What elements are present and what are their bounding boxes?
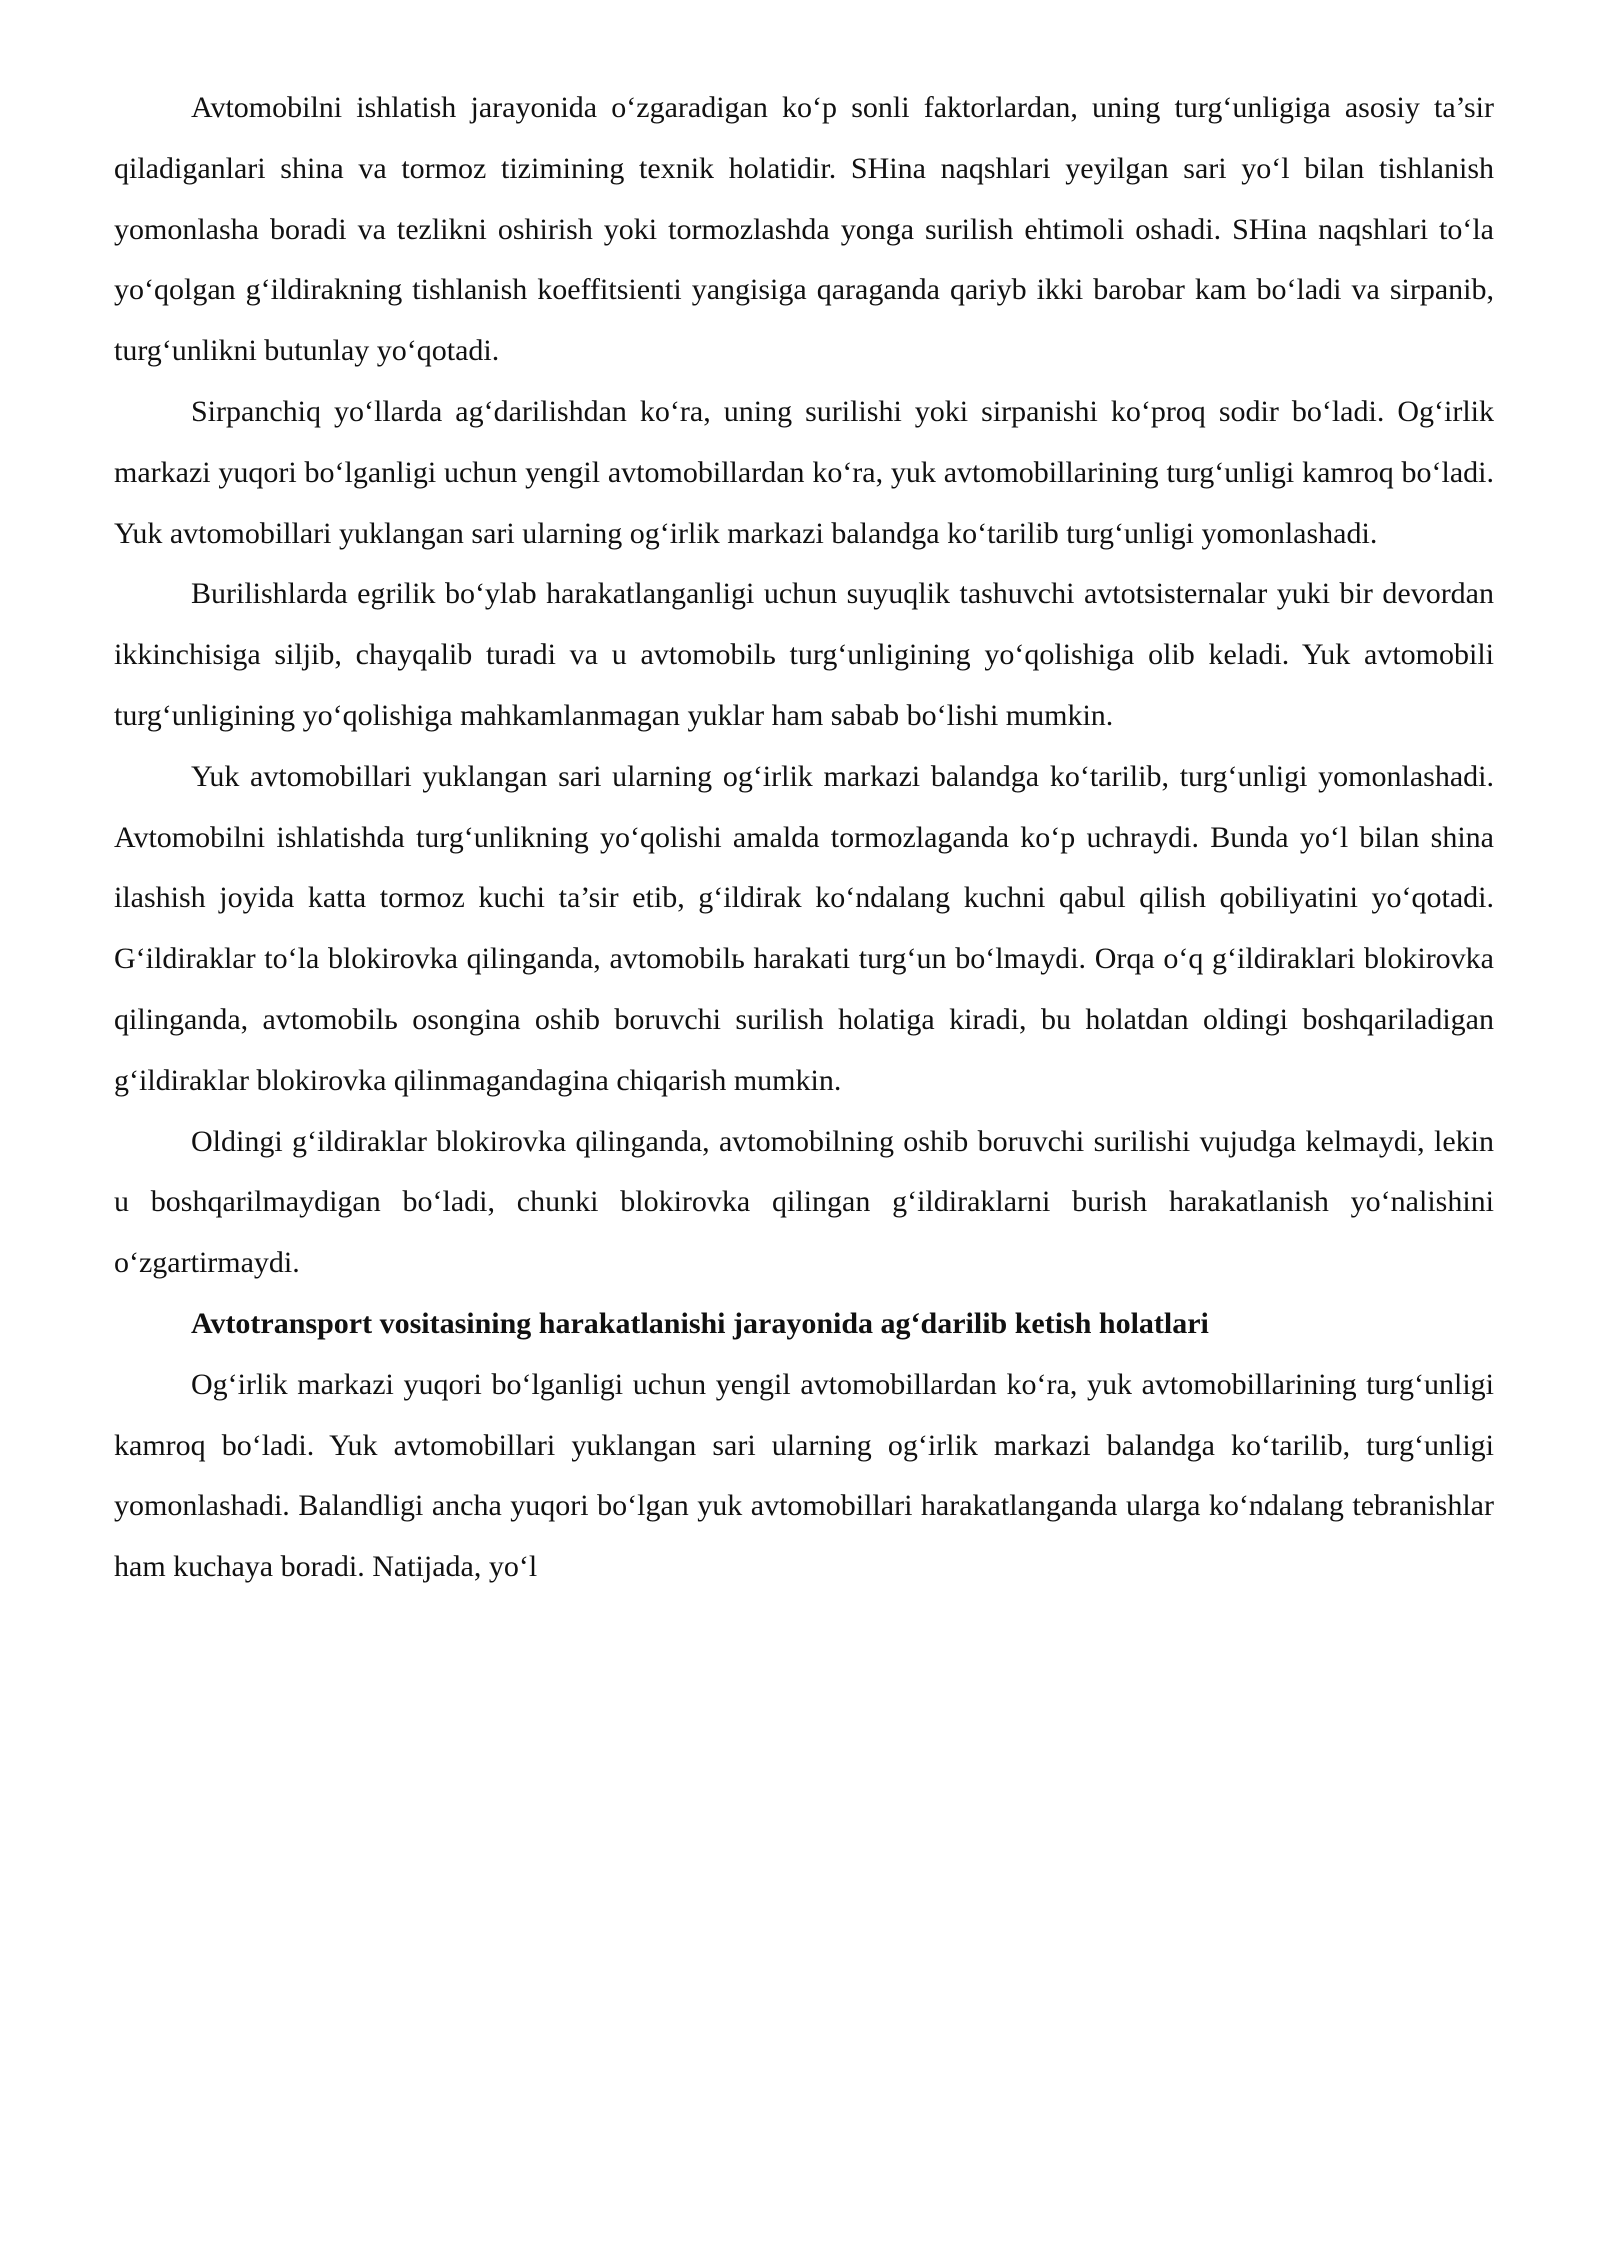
- document-page: [114, 78, 1494, 1598]
- paragraph-after-heading: Og‘irlik markazi yuqori bo‘lganligi uchun yengil avtomobillardan ko‘ra, yuk avtomobillarining turg‘unligi kamroq bo‘ladi. Yuk avtomobillari yuklangan sari ularning og‘irlik markazi balandga ko‘tarilib, turg‘unligi yomonlashadi. Balandligi ancha yuqori bo‘lgan yuk avtomobillari harakatlanganda ularga ko‘ndalang tebranishlar ham kuchaya boradi. Natijada, yo‘l: [114, 1367, 1494, 1584]
- paragraph-burilishlar: Burilishlarda egrilik bo‘ylab harakatlanganligi uchun suyuqlik tashuvchi avtotsisternalar yuki bir devordan ikkinchisiga siljib, chayqalib turadi va u avtomobilь turg‘unligining yo‘qolishiga olib keladi. Yuk avtomobili turg‘unligining yo‘qolishiga mahkamlanmagan yuklar ham sabab bo‘lishi mumkin.: [114, 577, 1494, 732]
- paragraph-yuk-avtomobillari: Yuk avtomobillari yuklangan sari ularning og‘irlik markazi balandga ko‘tarilib, turg‘unligi yomonlashadi. Avtomobilni ishlatishda turg‘unlikning yo‘qolishi amalda tormozlaganda ko‘p uchraydi. Bunda yo‘l bilan shina ilashish joyida katta tormoz kuchi ta’sir etib, g‘ildirak ko‘ndalang kuchni qabul qilish qobiliyatini yo‘qotadi. G‘ildiraklar to‘la blokirovka qilinganda, avtomobilь harakati turg‘un bo‘lmaydi. Orqa o‘q g‘ildiraklari blokirovka qilinganda, avtomobilь osongina oshib boruvchi surilish holatiga kiradi, bu holatdan oldingi boshqariladigan g‘ildiraklar blokirovka qilinmagandagina chiqarish mumkin.: [114, 759, 1494, 1097]
- paragraph-shina-tormoz: Avtomobilni ishlatish jarayonida o‘zgaradigan ko‘p sonli faktorlardan, uning turg‘unligiga asosiy ta’sir qiladiganlari shina va tormoz tizimining texnik holatidir. SHina naqshlari yeyilgan sari yo‘l bilan tishlanish yomonlasha boradi va tezlikni oshirish yoki tormozlashda yonga surilish ehtimoli oshadi. SHina naqshlari to‘la yo‘qolgan g‘ildirakning tishlanish koeffitsienti yangisiga qaraganda qariyb ikki barobar kam bo‘ladi va sirpanib, turg‘unlikni butunlay yo‘qotadi.: [114, 91, 1494, 368]
- paragraph-sirpanchiq-yollar: Sirpanchiq yo‘llarda ag‘darilishdan ko‘ra, uning surilishi yoki sirpanishi ko‘proq sodir bo‘ladi. Og‘irlik markazi yuqori bo‘lganligi uchun yengil avtomobillardan ko‘ra, yuk avtomobillarining turg‘unligi kamroq bo‘ladi. Yuk avtomobillari yuklangan sari ularning og‘irlik markazi balandga ko‘tarilib turg‘unligi yomonlashadi.: [114, 394, 1494, 550]
- paragraph-oldingi-gildiraklar: Oldingi g‘ildiraklar blokirovka qilinganda, avtomobilning oshib boruvchi surilishi vujudga kelmaydi, lekin u boshqarilmaydigan bo‘ladi, chunki blokirovka qilingan g‘ildiraklarni burish harakatlanish yo‘nalishini o‘zgartirmaydi.: [114, 1124, 1494, 1280]
- section-heading: Avtotransport vositasining harakatlanishi jarayonida ag‘darilib ketish holatlari: [191, 1306, 1209, 1340]
